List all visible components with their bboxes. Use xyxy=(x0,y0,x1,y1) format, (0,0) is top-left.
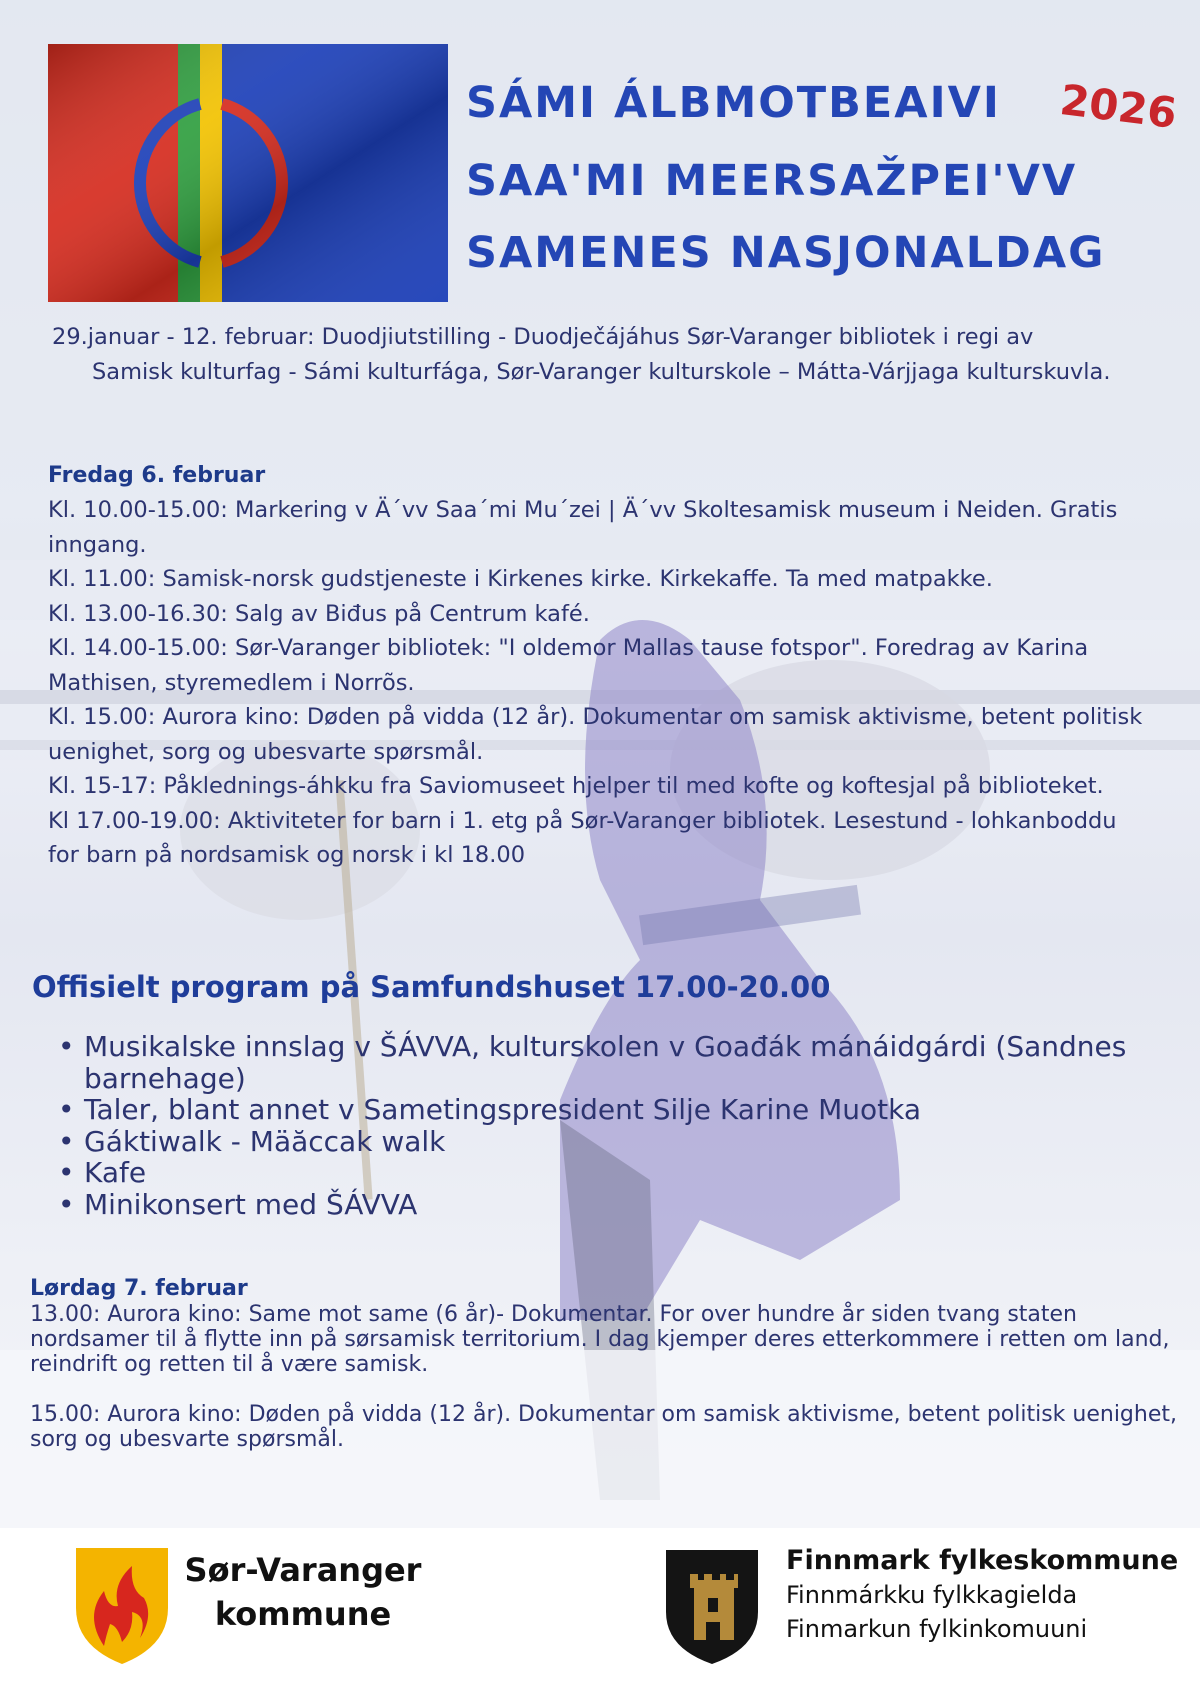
program-item: Kl 17.00-19.00: Aktiviteter for barn i 1. etg på Sør-Varanger bibliotek. Lesestund - lohkanboddu for barn på nordsamisk og norsk i kl 18.00 xyxy=(48,807,1117,868)
program-item: Kl. 15-17: Påklednings-áhkku fra Saviomuseet hjelper til med kofte og koftesjal på biblioteket. xyxy=(48,773,1104,799)
ffk-line-norwegian: Finnmark fylkeskommune xyxy=(786,1545,1179,1576)
program-item: Kl. 13.00-16.30: Salg av Biđus på Centrum kafé. xyxy=(48,600,590,627)
exhibition-intro xyxy=(52,320,1142,389)
title-skolt-sami: SAA'MI MEERSAŽPEI'VV xyxy=(466,156,1078,206)
official-program-heading: Offisielt program på Samfundshuset 17.00-20.00 xyxy=(32,970,831,1004)
list-item: • Taler, blant annet v Sametingspresident Silje Karine Muotka xyxy=(58,1094,1168,1126)
finnmark-coat-of-arms-icon xyxy=(664,1548,760,1666)
ffk-line-sami: Finnmárkku fylkkagielda xyxy=(786,1581,1078,1609)
friday-heading: Fredag 6. februar xyxy=(48,463,266,488)
saturday-program xyxy=(30,1302,1180,1477)
sami-flag-image xyxy=(48,44,448,302)
ffk-line-kven: Finmarkun fylkinkomuuni xyxy=(786,1615,1088,1643)
intro-line: 29.januar - 12. februar: Duodjiutstilling - Duodječájáhus Sør-Varanger bibliotek i regi av xyxy=(52,324,1034,350)
list-item: • Minikonsert med ŠÁVVA xyxy=(58,1189,1168,1221)
title-northern-sami: SÁMI ÁLBMOTBEAIVI xyxy=(466,78,1001,128)
saturday-heading: Lørdag 7. februar xyxy=(30,1276,248,1301)
program-item: 13.00: Aurora kino: Same mot same (6 år)- Dokumentar. For over hundre år siden tvang staten nordsamer til å flytte inn på sørsamisk territorium. I dag kjemper deres etterkommere i retten om land, reindrift og retten til å være samisk. xyxy=(30,1302,1170,1377)
program-item: Kl. 15.00: Aurora kino: Døden på vidda (12 år). Dokumentar om samisk aktivisme, betent politisk uenighet, sorg og ubesvarte spørsmål. xyxy=(48,704,1143,765)
title-year: 2026 xyxy=(1057,75,1180,138)
program-item: Kl. 10.00-15.00: Markering v Ä´vv Saa´mi Mu´zei | Ä´vv Skoltesamisk museum i Neiden. Gratis inngang. xyxy=(48,497,1118,558)
program-item: 15.00: Aurora kino: Døden på vidda (12 år). Dokumentar om samisk aktivisme, betent politisk uenighet, sorg og ubesvarte spørsmål. xyxy=(30,1402,1177,1452)
svk-line: kommune xyxy=(214,1595,392,1633)
title-norwegian: SAMENES NASJONALDAG xyxy=(466,228,1106,278)
friday-program xyxy=(48,493,1148,873)
list-item: • Musikalske innslag v ŠÁVVA, kulturskolen v Goađák mánáidgárdi (Sandnes barnehage) xyxy=(58,1031,1168,1094)
program-item: Kl. 11.00: Samisk-norsk gudstjeneste i Kirkenes kirke. Kirkekaffe. Ta med matpakke. xyxy=(48,566,993,592)
list-item: • Kafe xyxy=(58,1157,1168,1189)
list-item: • Gáktiwalk - Mäăccak walk xyxy=(58,1126,1168,1158)
program-item: Kl. 14.00-15.00: Sør-Varanger bibliotek: "I oldemor Mallas tause fotspor". Foredrag av Karina Mathisen, styremedlem i Norrõs. xyxy=(48,635,1089,696)
sor-varanger-coat-of-arms-icon xyxy=(74,1546,170,1666)
svk-line: Sør-Varanger xyxy=(184,1551,422,1589)
sor-varanger-logo-text xyxy=(183,1548,423,1636)
finnmark-logo-text xyxy=(786,1544,1178,1646)
official-program-list xyxy=(58,1031,1168,1220)
intro-continuation: Samisk kulturfag - Sámi kulturfága, Sør-Varanger kulturskole – Mátta-Várjjaga kulturskuvla. xyxy=(92,358,1111,385)
